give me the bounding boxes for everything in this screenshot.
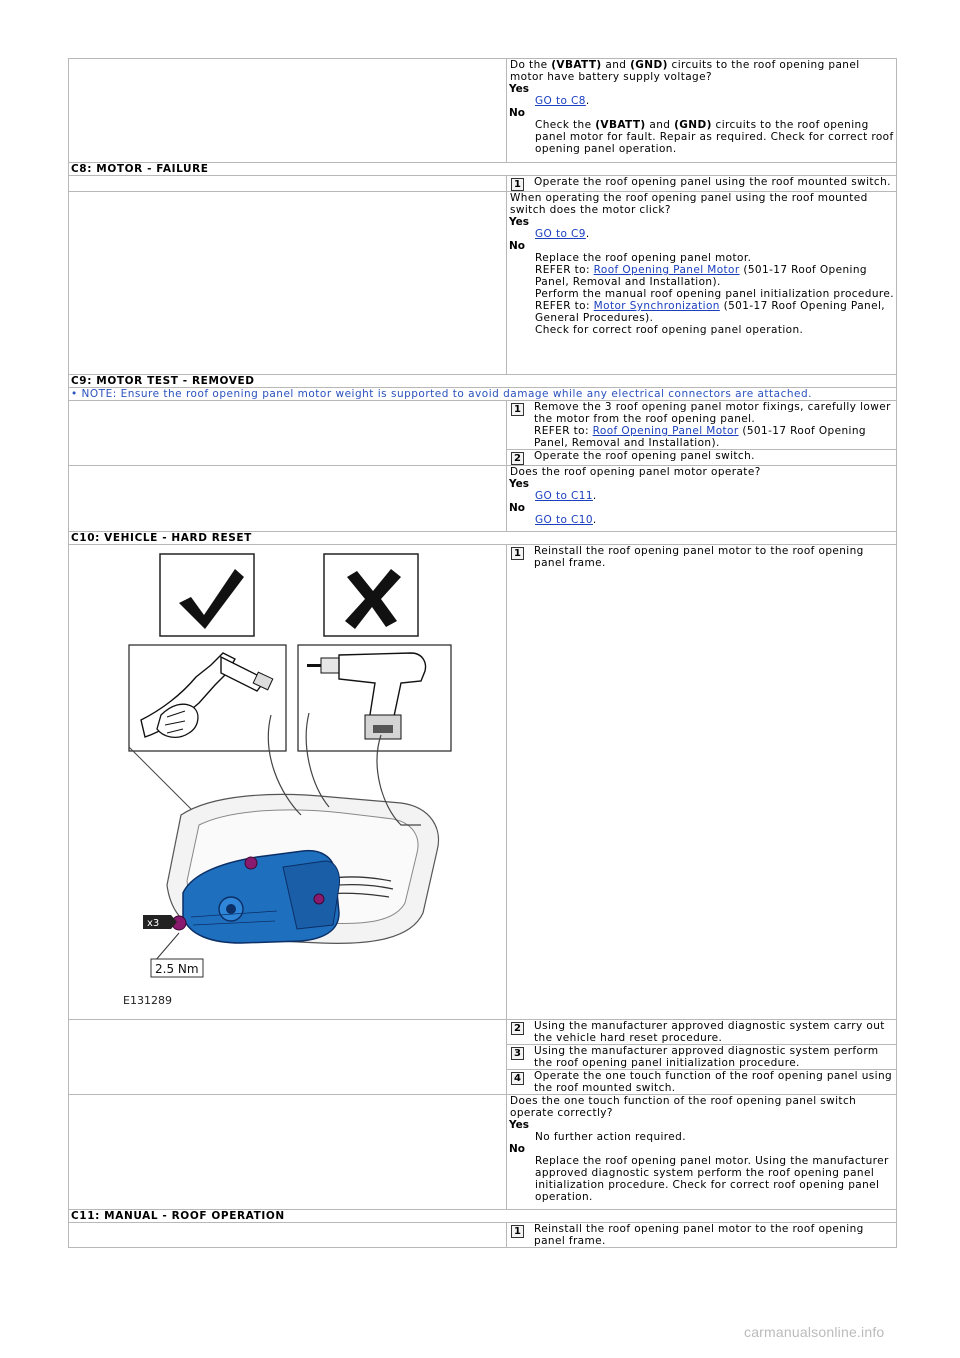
c9-note: • NOTE: Ensure the roof opening panel motor weight is supported to avoid damage while any electrical connectors are attached. [69, 388, 897, 401]
c9-step-1-row [69, 401, 897, 450]
step-number-badge: 1 [511, 403, 524, 416]
c10-step-3: 3 Using the manufacturer approved diagnostic system perform the roof opening panel initialization procedure. [509, 1045, 894, 1069]
c9-title: C9: MOTOR TEST - REMOVED [69, 375, 897, 388]
c7-question-row [69, 59, 897, 163]
fixing-2 [314, 894, 324, 904]
quantity-callout [143, 915, 177, 929]
c10-header-row [69, 532, 897, 545]
quantity-label: x3 [147, 918, 160, 929]
step-number-badge: 2 [511, 1022, 524, 1035]
fixing-1 [245, 857, 257, 869]
c11-step-1: 1 Reinstall the roof opening panel motor to the roof opening panel frame. [509, 1223, 894, 1247]
step-number-badge: 1 [511, 178, 524, 191]
go-to-c8-link[interactable]: GO to C8 [535, 95, 586, 107]
step-number-badge: 4 [511, 1072, 524, 1085]
c11-step-1-row [69, 1223, 897, 1248]
go-to-c9-link[interactable]: GO to C9 [535, 228, 586, 240]
motor-install-illustration [71, 545, 504, 1019]
c8-header-row [69, 163, 897, 176]
go-to-c11-link[interactable]: GO to C11 [535, 490, 593, 502]
roof-opening-panel-motor-link[interactable]: Roof Opening Panel Motor [592, 425, 739, 437]
c10-step-1: 1 Reinstall the roof opening panel motor to the roof opening panel frame. [509, 545, 894, 569]
c9-step-2: 2 Operate the roof opening panel switch. [509, 450, 894, 465]
c10-illustration-cell [69, 545, 507, 1020]
torque-callout [151, 933, 203, 977]
c11-title: C11: MANUAL - ROOF OPERATION [69, 1210, 897, 1223]
installation-figure [71, 545, 504, 1019]
site-watermark: carmanualsonline.info [744, 1324, 885, 1340]
c8-question-row: When operating the roof opening panel using the roof mounted switch does the motor click? Yes GO to C9. No Replace the roof opening panel motor. REFER to: Roof Opening Panel Motor (501-17 Roof Opening Panel, Removal and Installation). Perform the manual roof opening panel initialization procedure. REFER to: Motor Synchronization (501-17 Roof Opening Panel, General Procedures). Check for correct roof opening panel operation. [69, 192, 897, 375]
incorrect-cross-icon [324, 554, 418, 636]
c10-question-row: Does the one touch function of the roof opening panel switch operate correctly? Yes No further action required. No Replace the roof opening panel motor. Using the manufacturer approved diagnostic system perform the roof opening panel initialization procedure. Check for correct roof opening panel operation. [69, 1095, 897, 1210]
power-drill-icon [298, 645, 451, 751]
c10-step-2-row [69, 1020, 897, 1045]
c8-step-row [69, 176, 897, 192]
c8-title: C8: MOTOR - FAILURE [69, 163, 897, 176]
c10-step-2: 2 Using the manufacturer approved diagnostic system carry out the vehicle hard reset procedure. [509, 1020, 894, 1044]
roof-opening-panel-motor-link[interactable]: Roof Opening Panel Motor [593, 264, 740, 276]
step-number-badge: 1 [511, 547, 524, 560]
diagnostic-table [68, 58, 897, 1248]
c7-question-cell: Do the (VBATT) and (GND) circuits to the roof opening panel motor have battery supply voltage? Yes GO to C8. No Check the (VBATT) and (GND) circuits to the roof opening panel motor for fault. Repair as required. Check for correct roof opening panel operation. [507, 59, 897, 163]
c10-step-4: 4 Operate the one touch function of the roof opening panel using the roof mounted switch. [509, 1070, 894, 1094]
step-number-badge: 2 [511, 452, 524, 465]
c9-note-row [69, 388, 897, 401]
c9-header-row [69, 375, 897, 388]
yes-label: Yes [509, 83, 530, 95]
c10-title: C10: VEHICLE - HARD RESET [69, 532, 897, 545]
no-label: No [509, 107, 526, 119]
step-number-badge: 1 [511, 1225, 524, 1238]
procedure-sheet [68, 58, 894, 1248]
step-number-badge: 3 [511, 1047, 524, 1060]
motor-synchronization-link[interactable]: Motor Synchronization [593, 300, 720, 312]
correct-check-icon [160, 554, 254, 636]
gnd-label: (GND) [630, 59, 668, 71]
figure-id: E131289 [123, 994, 172, 1007]
go-to-c10-link[interactable]: GO to C10 [535, 514, 593, 526]
c11-header-row [69, 1210, 897, 1223]
c10-step-1-row [69, 545, 897, 1020]
torque-value: 2.5 Nm [155, 962, 199, 976]
c8-step-1: 1 Operate the roof opening panel using the roof mounted switch. [509, 176, 894, 191]
c9-question-row: Does the roof opening panel motor operate? Yes GO to C11. No GO to C10. [69, 466, 897, 532]
c9-step-1: 1 Remove the 3 roof opening panel motor fixings, carefully lower the motor from the roof opening panel. REFER to: Roof Opening Panel Motor (501-17 Roof Opening Panel, Removal and Installation). [509, 401, 894, 449]
torque-wrench-icon [129, 645, 286, 751]
vbatt-label: (VBATT) [551, 59, 602, 71]
